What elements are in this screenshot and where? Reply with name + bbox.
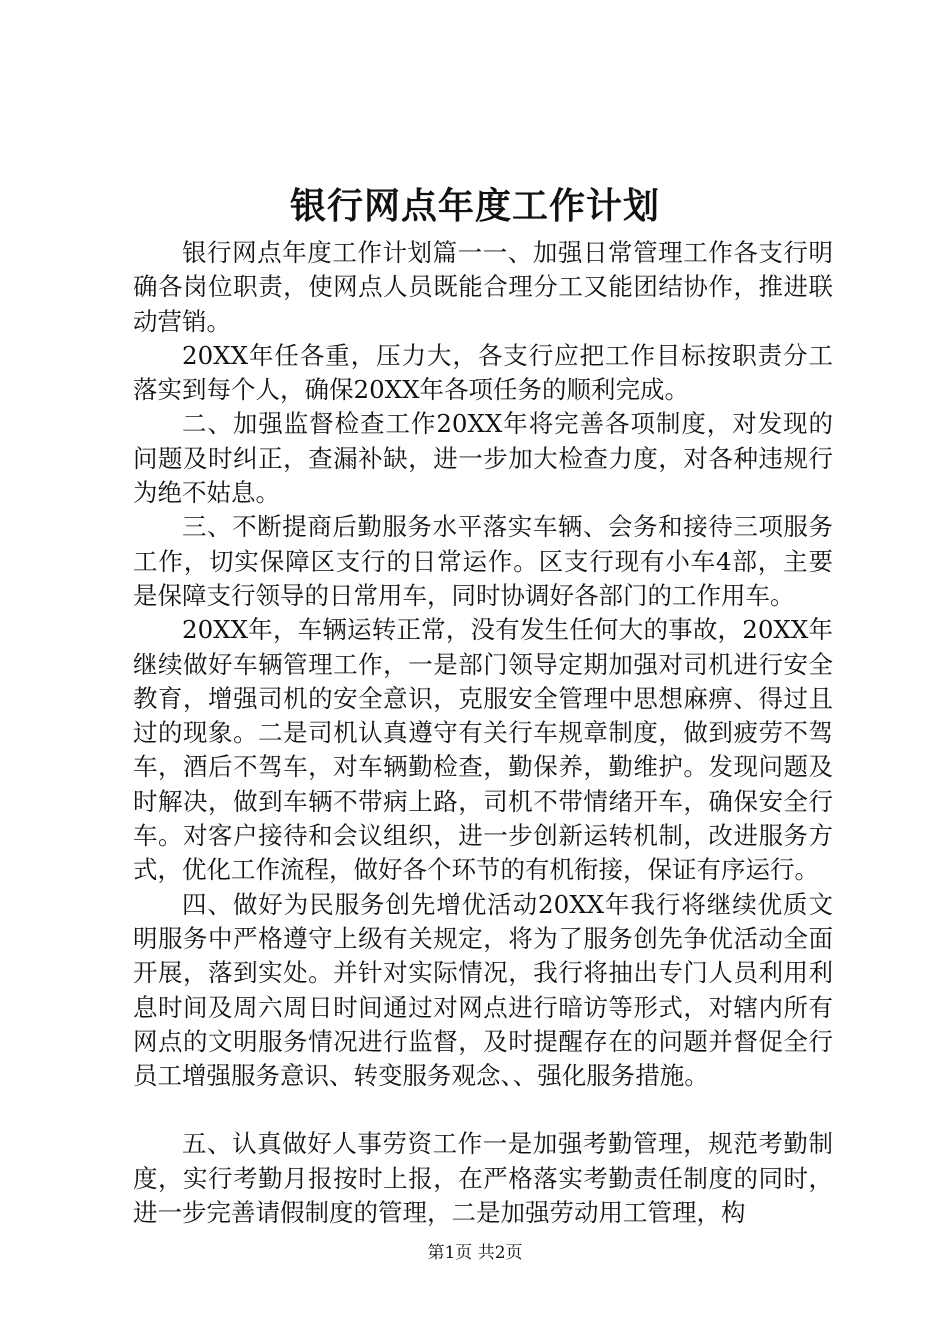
document-title: 银行网点年度工作计划 xyxy=(289,185,660,227)
paragraph-5: 20XX年，车辆运转正常，没有发生任何大的事故，20XX年继续做好车辆管理工作，一是部门领导定期加强对司机进行安全教育，增强司机的安全意识，克服安全管理中思想麻痹、得过且过的现象。二是司机认真遵守有关行车规章制度，做到疲劳不驾车，酒后不驾车，对车辆勤检查，勤保养，勤维护。发现问题及时解决，做到车辆不带病上路，司机不带情绪开车，确保安全行车。对客户接待和会议组织，进一步创新运转机制，改进服务方式，优化工作流程，做好各个环节的有机衔接，保证有序运行。 xyxy=(133,615,833,885)
paragraph-3: 二、加强监督检查工作20XX年将完善各项制度，对发现的问题及时纠正，查漏补缺，进一步加大检查力度，对各种违规行为绝不姑息。 xyxy=(133,409,833,508)
paragraph-4: 三、不断提商后勤服务水平落实车辆、会务和接待三项服务工作，切实保障区支行的日常运作。区支行现有小车4部，主要是保障支行领导的日常用车，同时协调好各部门的工作用车。 xyxy=(133,512,833,610)
page-number-footer: 第1页 共2页 xyxy=(427,1243,523,1263)
paragraph-6: 四、做好为民服务创先增优活动20XX年我行将继续优质文明服务中严格遵守上级有关规定，将为了服务创先争优活动全面开展，落到实处。并针对实际情况，我行将抽出专门人员利用利息时间及周六周日时间通过对网点进行暗访等形式，对辖内所有网点的文明服务情况进行监督，及时提醒存在的问题并督促全行员工增强服务意识、转变服务观念、、强化服务措施。 xyxy=(133,889,833,1091)
paragraph-7: 五、认真做好人事劳资工作一是加强考勤管理，规范考勤制度，实行考勤月报按时上报，在严格落实考勤责任制度的同时，进一步完善请假制度的管理，二是加强劳动用工管理，构 xyxy=(133,1129,833,1228)
paragraph-1: 银行网点年度工作计划篇一一、加强日常管理工作各支行明确各岗位职责，使网点人员既能合理分工又能团结协作，推进联动营销。 xyxy=(133,238,833,336)
paragraph-2: 20XX年任各重，压力大，各支行应把工作目标按职责分工落实到每个人，确保20XX年各项任务的顺利完成。 xyxy=(133,340,833,405)
document-body xyxy=(133,236,833,1230)
